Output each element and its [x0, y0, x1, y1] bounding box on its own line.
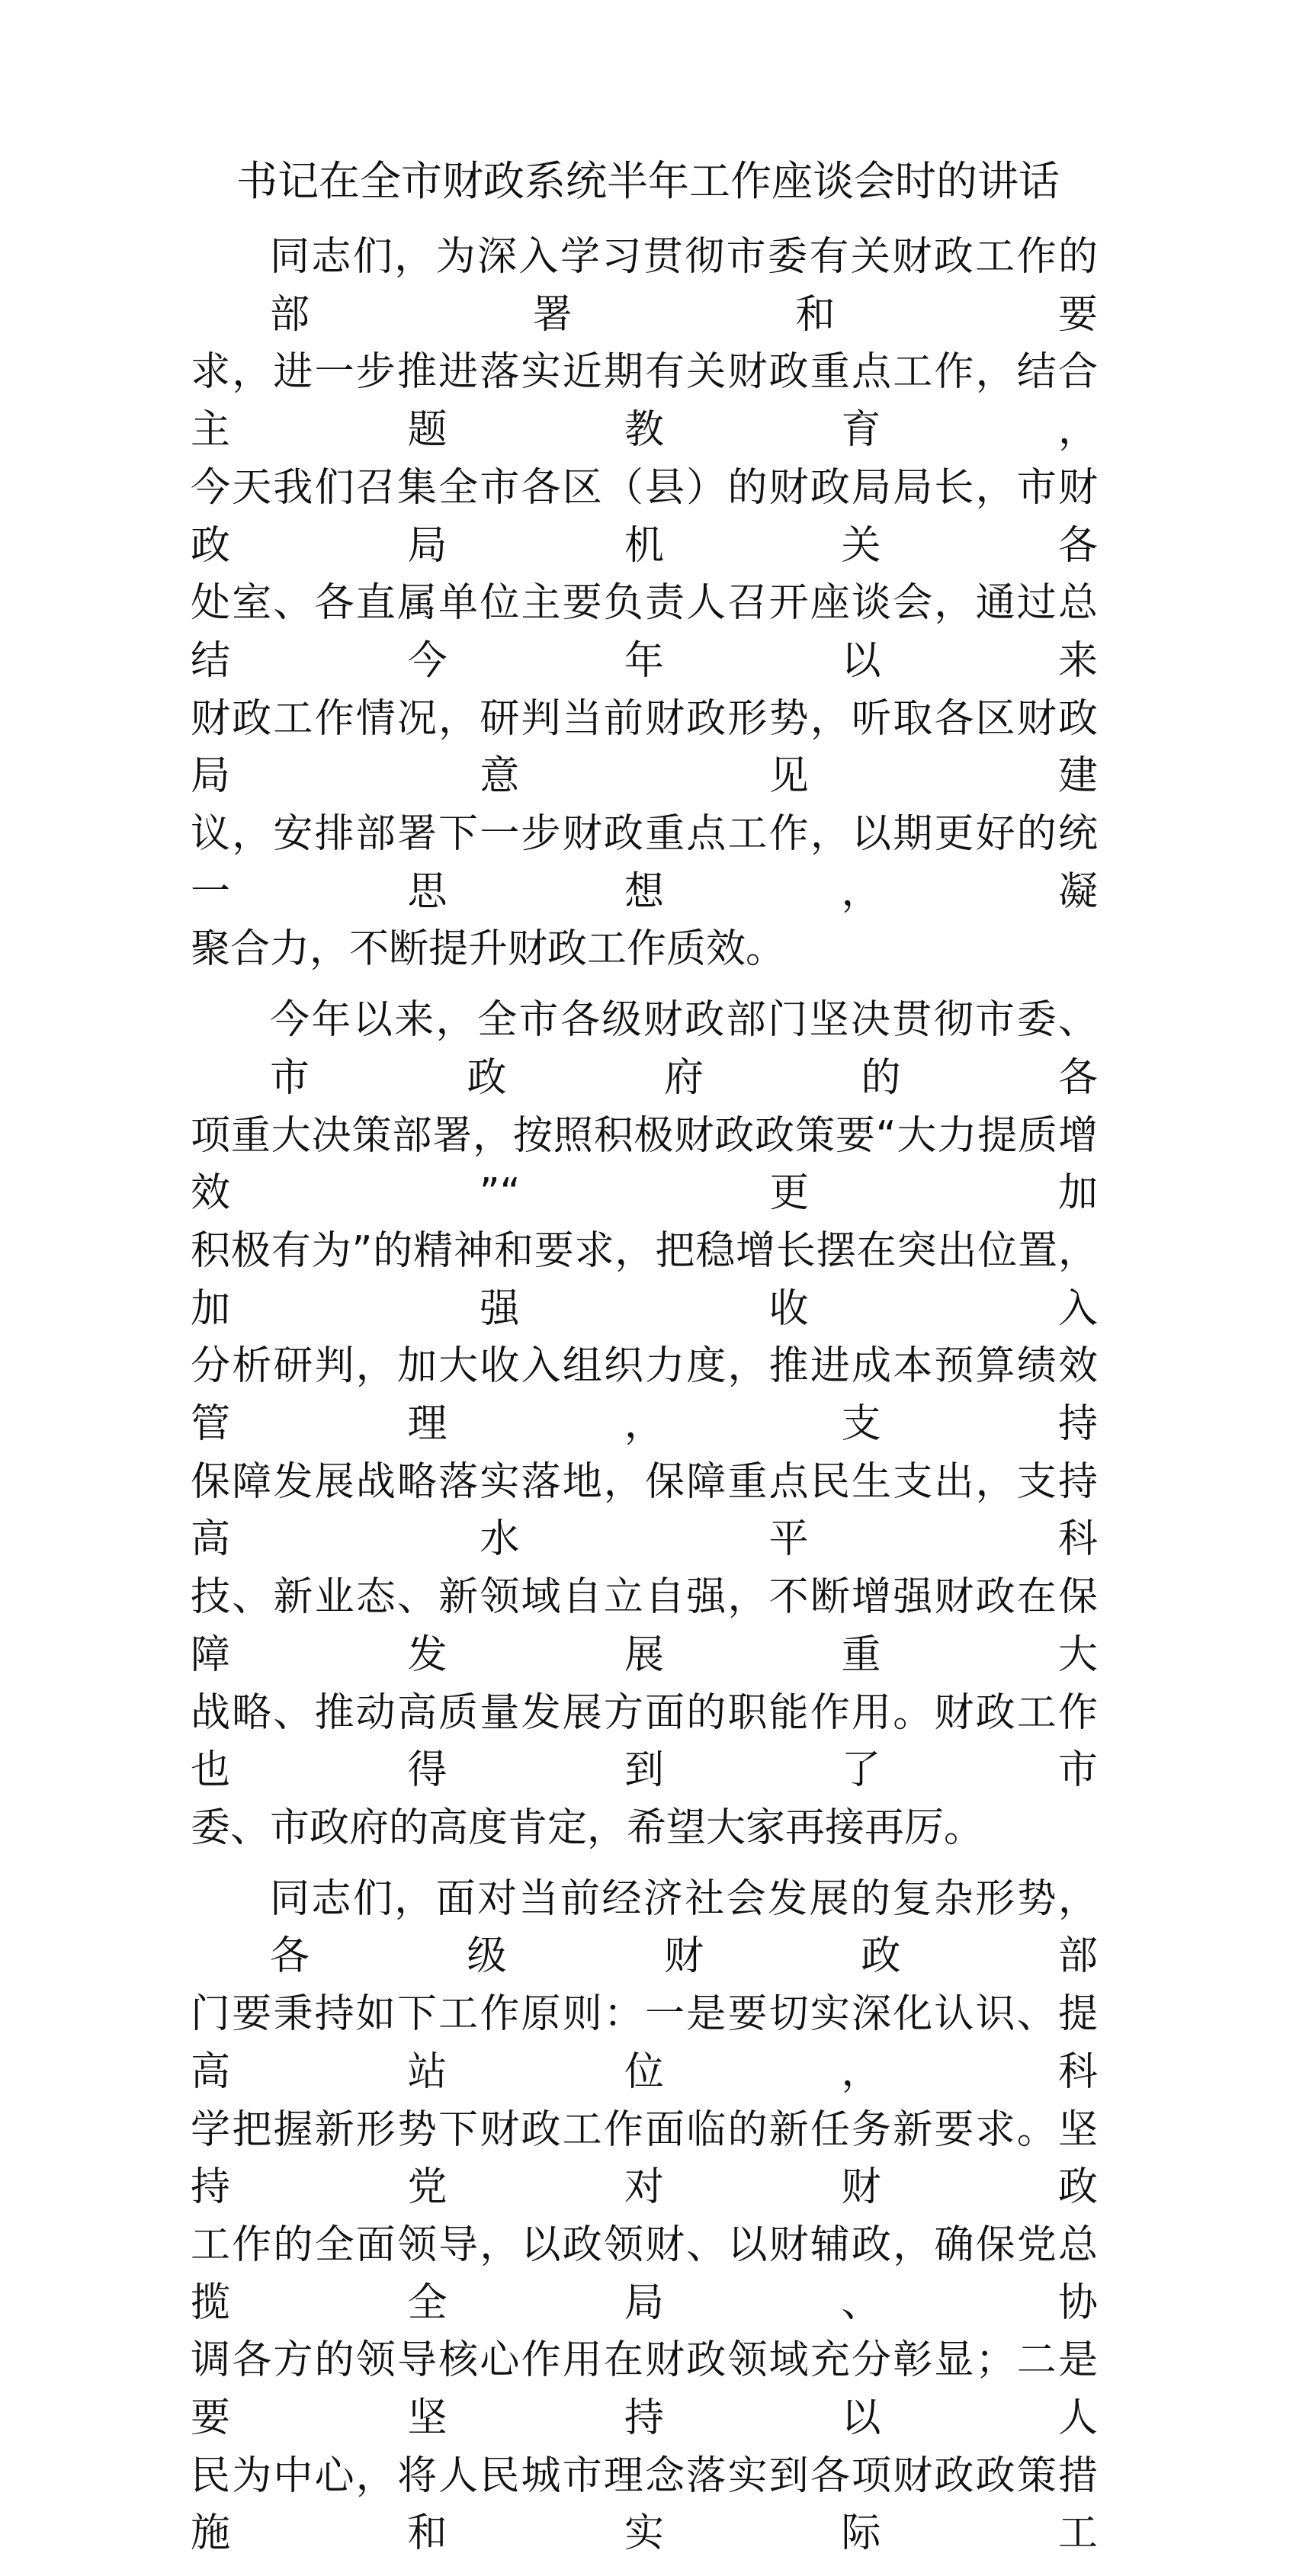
document-body — [191, 229, 1098, 2576]
paragraph-line: 同志们，面对当前经济社会发展的复杂形势，各级财政部 — [270, 1875, 1098, 1980]
paragraph — [191, 229, 1098, 979]
paragraph-line: 处室、各直属单位主要负责人召开座谈会，通过总结今年以来 — [191, 580, 1098, 684]
paragraph-line: 委、市政府的高度肯定，希望大家再接再厉。 — [191, 1804, 984, 1851]
paragraph-line: 议，安排部署下一步财政重点工作，以期更好的统一思想，凝 — [191, 811, 1098, 915]
paragraph-line: 调各方的领导核心作用在财政领域充分彰显；二是要坚持以人 — [191, 2337, 1098, 2442]
paragraph — [191, 1871, 1098, 2563]
paragraph-line: 门要秉持如下工作原则：一是要切实深化认识、提高站位，科 — [191, 1991, 1098, 2095]
paragraph-line: 今年以来，全市各级财政部门坚决贯彻市委、市政府的各 — [270, 997, 1098, 1101]
paragraph-line: 项重大决策部署，按照积极财政政策要“大力提质增效”“更加 — [191, 1112, 1098, 1217]
paragraph-line: 分析研判，加大收入组织力度，推进成本预算绩效管理，支持 — [191, 1343, 1098, 1448]
paragraph-line: 民为中心，将人民城市理念落实到各项财政政策措施和实际工 — [191, 2452, 1098, 2557]
paragraph — [191, 992, 1098, 1858]
paragraph-line: 学把握新形势下财政工作面临的新任务新要求。坚持党对财政 — [191, 2106, 1098, 2211]
paragraph-line: 战略、推动高质量发展方面的职能作用。财政工作也得到了市 — [191, 1689, 1098, 1794]
document-title: 书记在全市财政系统半年工作座谈会时的讲话 — [236, 157, 1060, 205]
paragraph-line: 求，进一步推进落实近期有关财政重点工作，结合主题教育， — [191, 349, 1098, 454]
paragraph-line: 技、新业态、新领域自立自强，不断增强财政在保障发展重大 — [191, 1574, 1098, 1678]
paragraph-line: 积极有为”的精神和要求，把稳增长摆在突出位置，加强收入 — [191, 1227, 1098, 1332]
paragraph-line: 同志们，为深入学习贯彻市委有关财政工作的部署和要 — [270, 234, 1098, 338]
paragraph-line: 工作的全面领导，以政领财、以财辅政，确保党总揽全局、协 — [191, 2222, 1098, 2326]
paragraph-line: 聚合力，不断提升财政工作质效。 — [191, 926, 786, 973]
paragraph-line: 今天我们召集全市各区（县）的财政局局长，市财政局机关各 — [191, 464, 1098, 569]
paragraph-line: 保障发展战略落实落地，保障重点民生支出，支持高水平科 — [191, 1458, 1098, 1563]
paragraph-line: 财政工作情况，研判当前财政形势，听取各区财政局意见建 — [191, 695, 1098, 800]
